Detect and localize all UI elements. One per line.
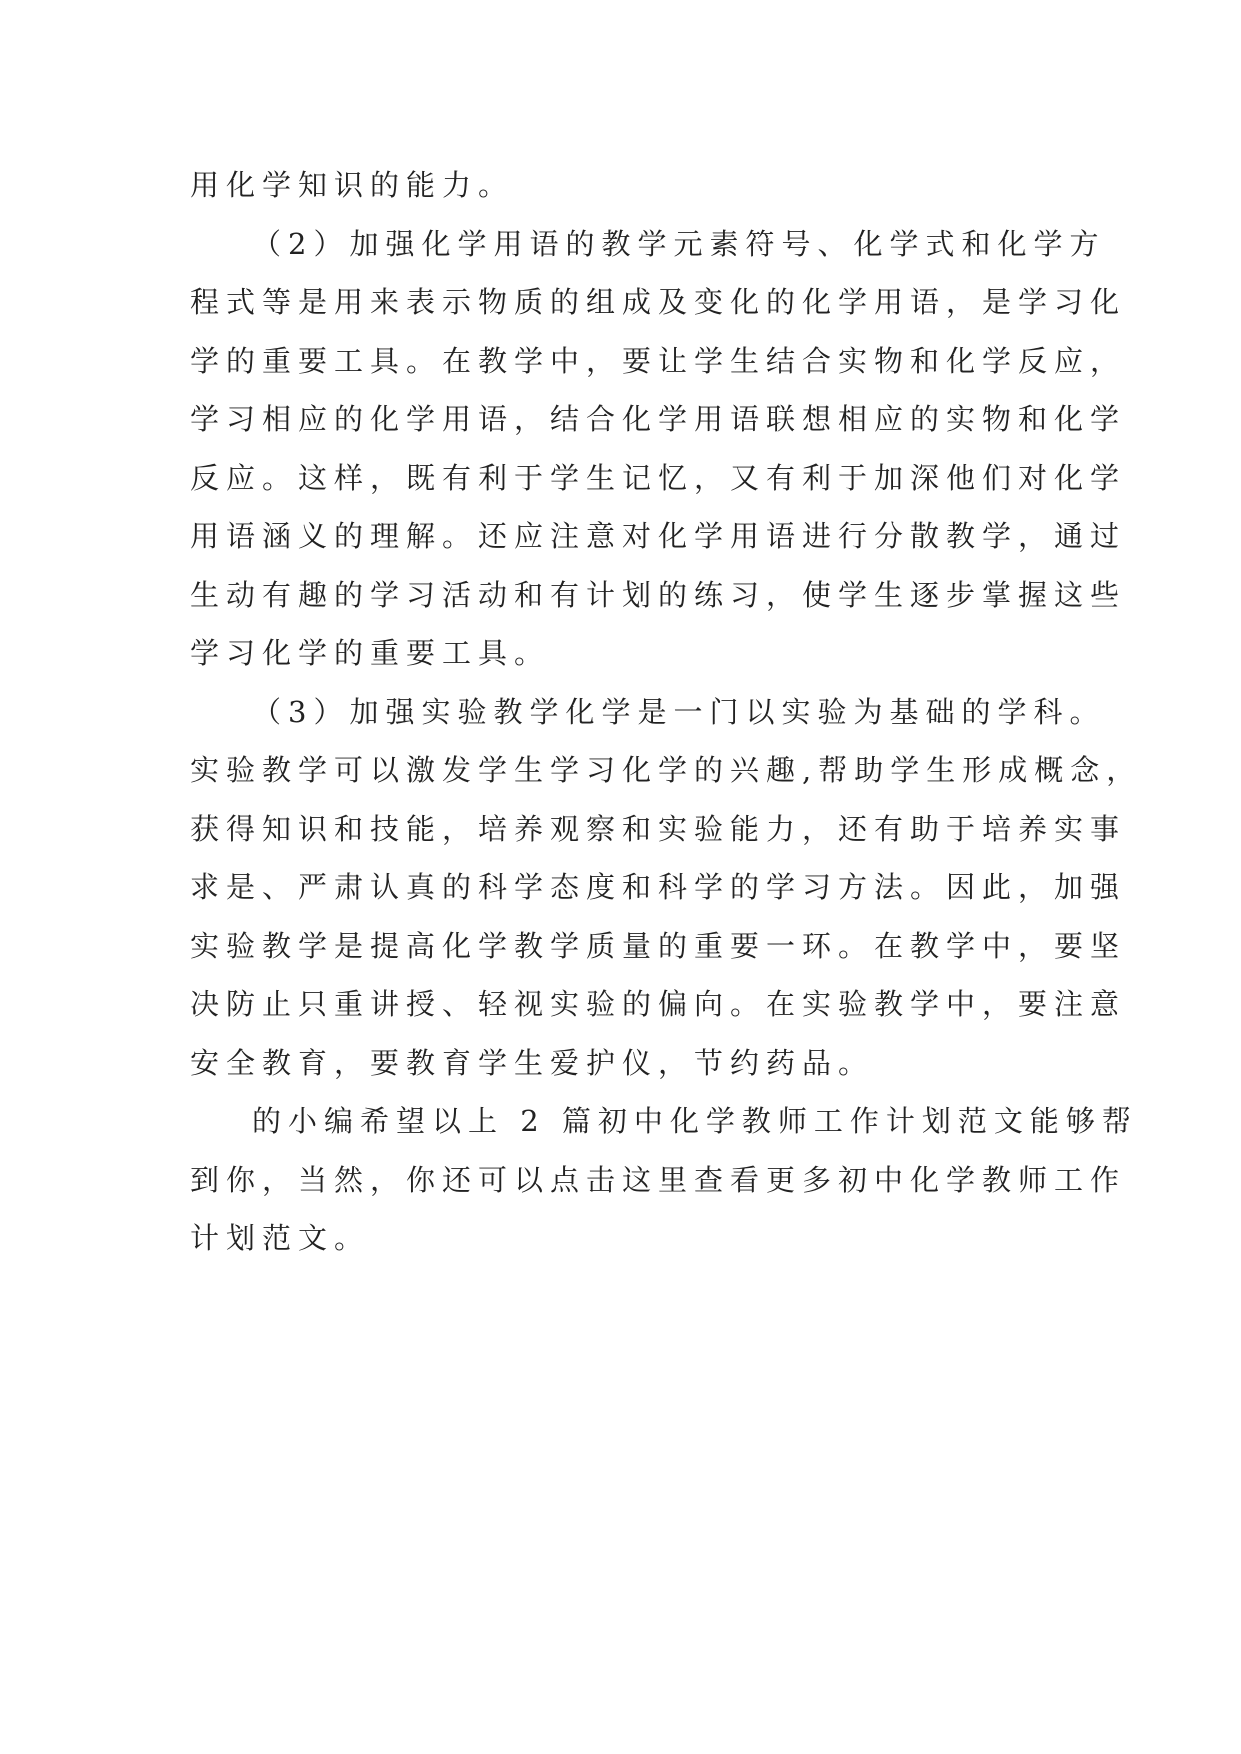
text-line: 计划范文。 [190,1221,371,1255]
text-line: 实验教学可以激发学生学习化学的兴趣,帮助学生形成概念， [190,753,1143,787]
text-line: 实验教学是提高化学教学质量的重要一环。在教学中，要坚 [190,928,1127,963]
document-body [190,156,1143,1268]
text-line: 到你，当然，你还可以点击这里查看更多初中化学教师工作 [190,1162,1127,1197]
text-line: 生动有趣的学习活动和有计划的练习，使学生逐步掌握这些 [190,577,1127,612]
paragraph-2-heading-line: （2）加强化学用语的教学元素符号、化学式和化学方 [252,226,1106,261]
text-line: 安全教育，要教育学生爱护仪，节约药品。 [190,1045,875,1080]
closing-paragraph-line: 的小编希望以上 2 篇初中化学教师工作计划范文能够帮 [252,1104,1138,1138]
text-line: 程式等是用来表示物质的组成及变化的化学用语，是学习化 [190,285,1127,319]
text-line: 学习化学的重要工具。 [190,636,551,670]
text-line: 求是、严肃认真的科学态度和科学的学习方法。因此，加强 [190,870,1127,904]
text-line: 反应。这样，既有利于学生记忆，又有利于加深他们对化学 [190,460,1127,495]
paragraph-3-heading-line: （3）加强实验教学化学是一门以实验为基础的学科。 [252,694,1106,729]
text-line: 学的重要工具。在教学中，要让学生结合实物和化学反应， [190,343,1127,378]
text-line: 决防止只重讲授、轻视实验的偏向。在实验教学中，要注意 [190,987,1127,1021]
text-line: 用化学知识的能力。 [190,168,515,202]
text-line: 获得知识和技能，培养观察和实验能力，还有助于培养实事 [190,811,1127,846]
text-line: 用语涵义的理解。还应注意对化学用语进行分散教学，通过 [190,519,1127,553]
text-line: 学习相应的化学用语，结合化学用语联想相应的实物和化学 [190,402,1127,436]
